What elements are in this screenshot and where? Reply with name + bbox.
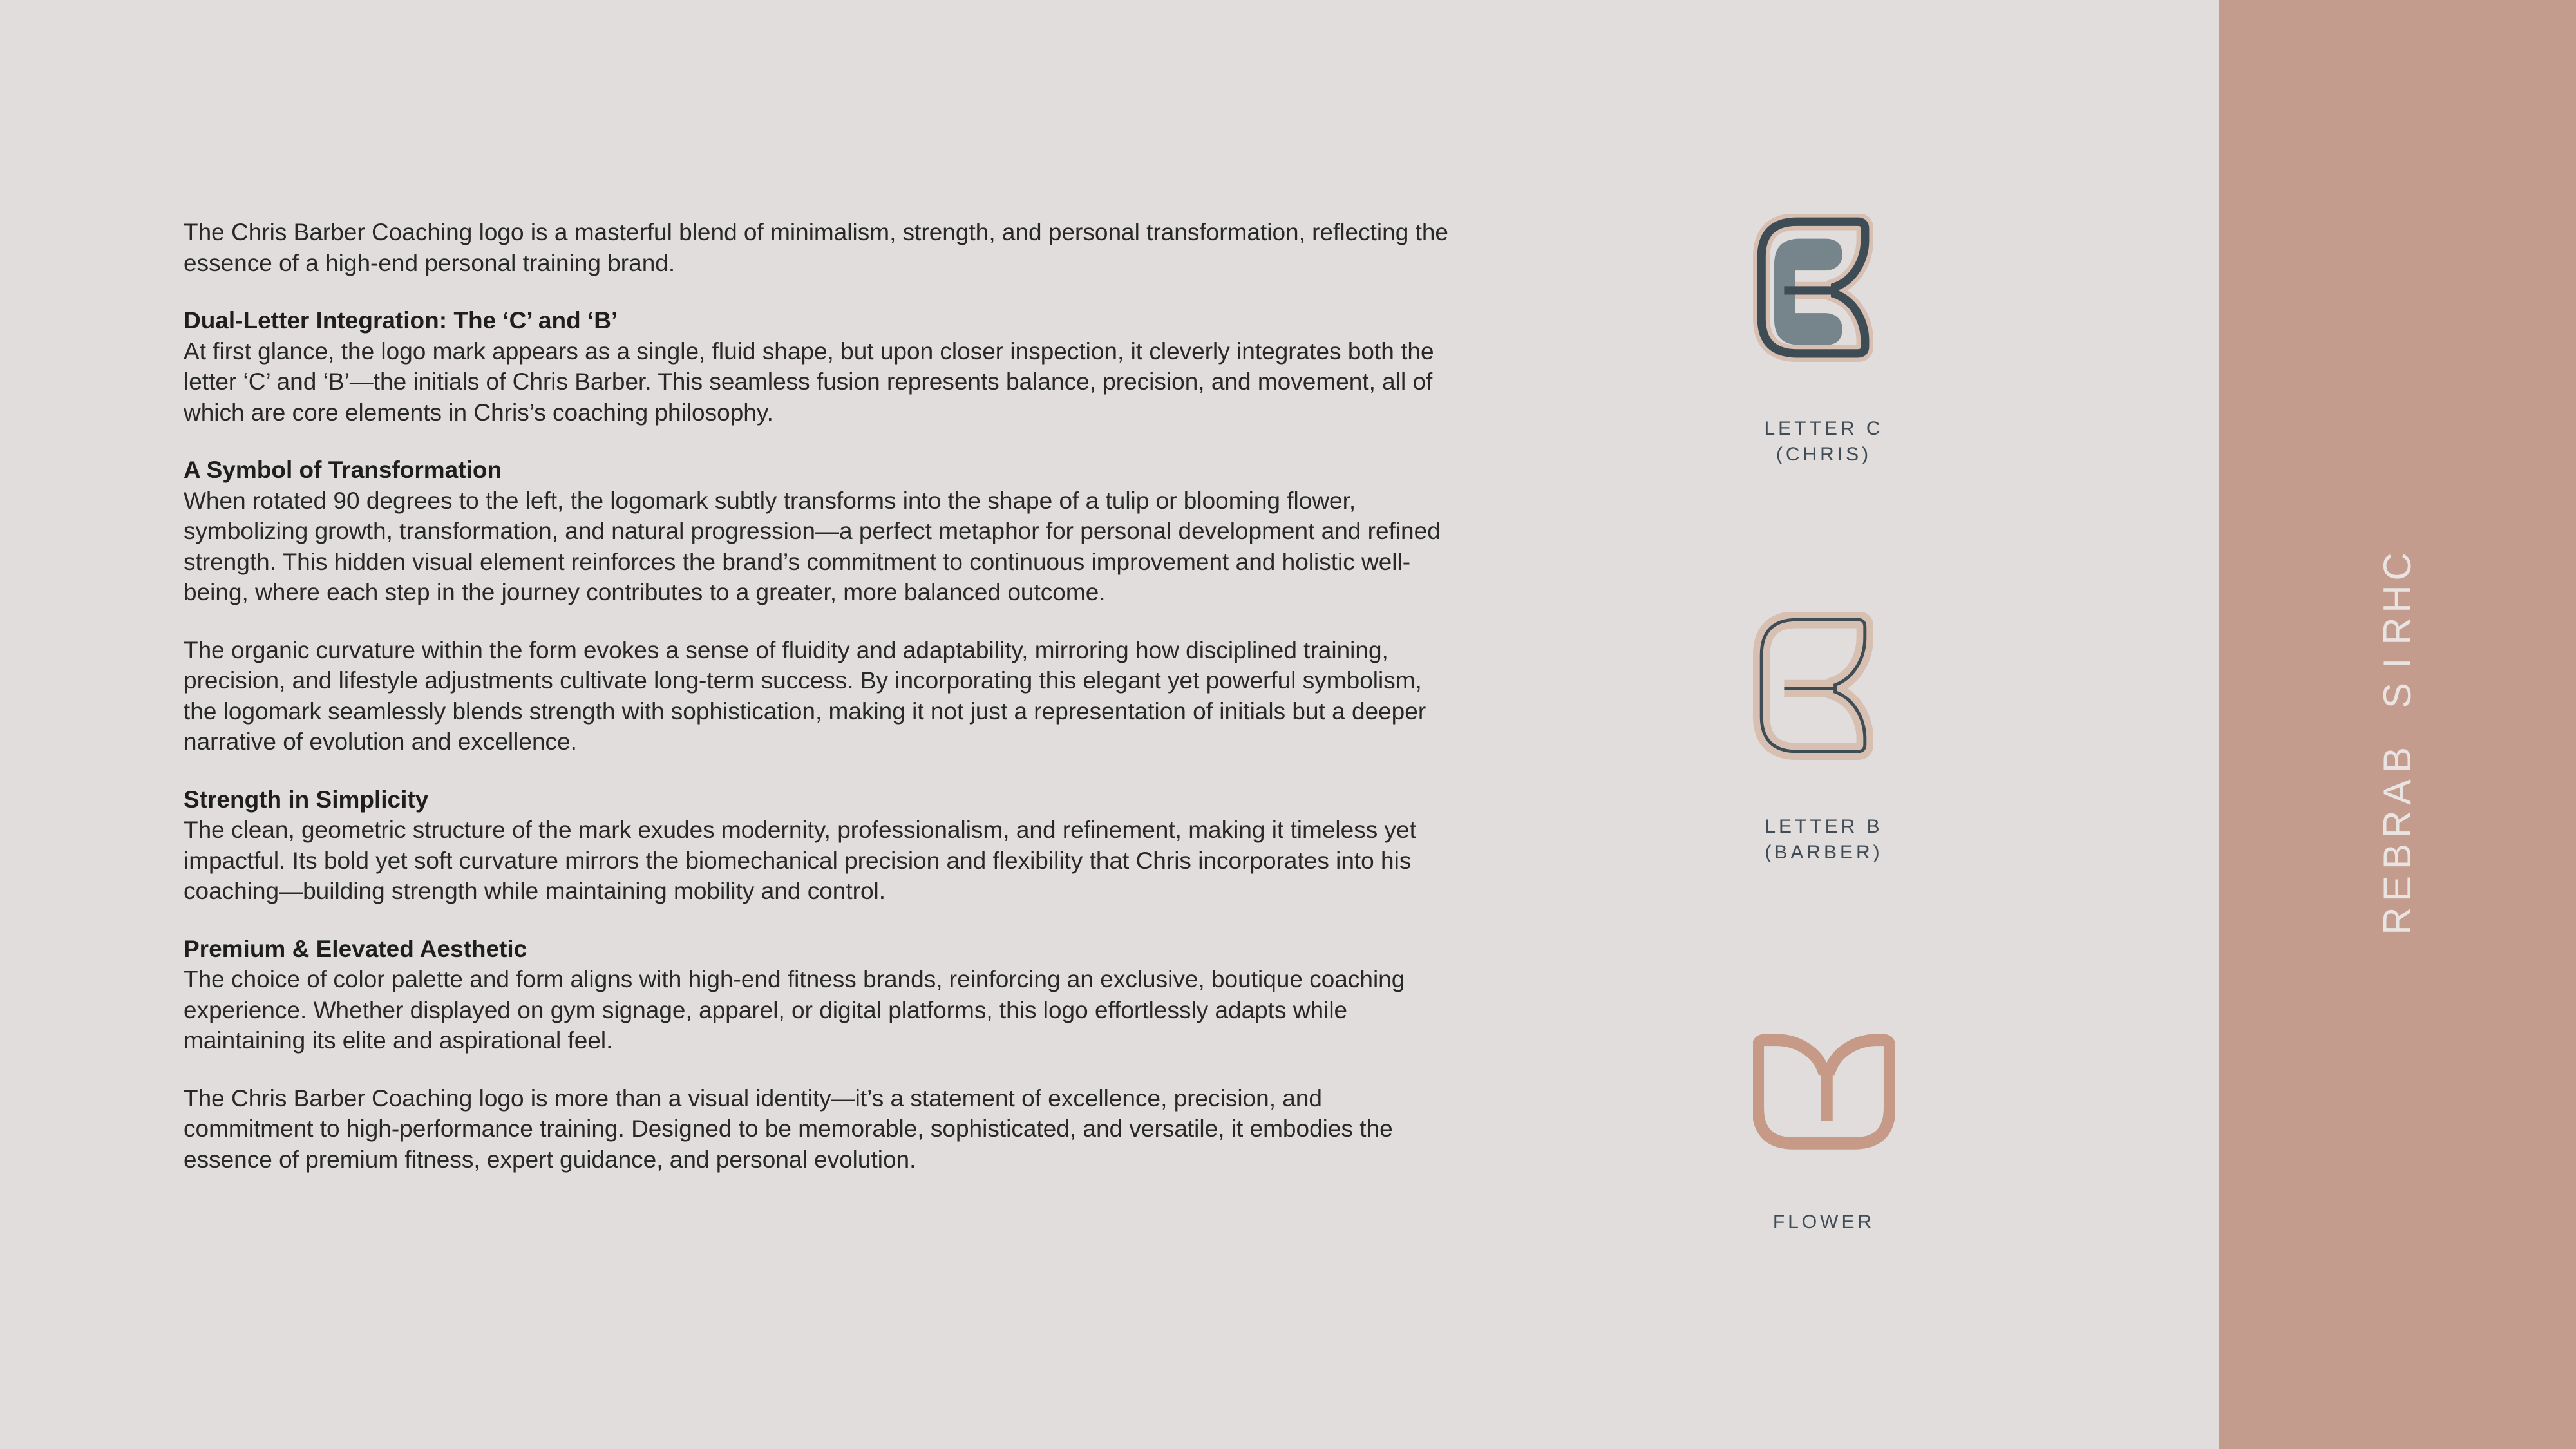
flower-label-line1: FLOWER	[1772, 1211, 1875, 1233]
section-heading: Dual-Letter Integration: The ‘C’ and ‘B’	[184, 307, 618, 334]
letter-c-label-line2: (CHRIS)	[1776, 444, 1872, 465]
sidebar-letter: E	[2376, 875, 2419, 902]
paragraph: The choice of color palette and form aligns with high-end fitness brands, reinforcing an exclusive, boutique coaching experience. Whether displayed on gym signage, apparel, or digital platforms, this logo effortlessly adapts while maintaining its elite and aspirational feel.	[184, 966, 1405, 1054]
paragraph: The Chris Barber Coaching logo is more than a visual identity—it’s a statement of excellence, precision, and commitment to high-performance training. Designed to be memorable, sophisticated, and versatile, it embodies the essence of premium fitness, expert guidance, and personal evolution.	[184, 1084, 1393, 1173]
article	[184, 217, 1455, 1202]
section-heading: A Symbol of Transformation	[184, 457, 502, 483]
sidebar-letter: R	[2376, 810, 2419, 838]
sidebar-letter: C	[2376, 553, 2419, 581]
sidebar-letter: R	[2376, 907, 2419, 935]
letter-c-monogram-icon	[1753, 214, 1895, 367]
sidebar-letter: R	[2376, 617, 2419, 645]
letter-b-label	[1747, 814, 1901, 866]
section-heading: Premium & Elevated Aesthetic	[184, 935, 527, 962]
sidebar-letter: I	[2376, 658, 2419, 669]
letter-b-monogram-icon	[1753, 612, 1895, 765]
section-heading: Strength in Simplicity	[184, 786, 429, 813]
sidebar-letter: B	[2376, 746, 2419, 773]
sidebar-letter: B	[2376, 843, 2419, 870]
flower-label	[1747, 1209, 1901, 1235]
sidebar-letter: H	[2376, 585, 2419, 613]
paragraph: The clean, geometric structure of the mark exudes modernity, professionalism, and refinement, making it timeless yet impactful. Its bold yet soft curvature mirrors the biomechanical precision and flexibility that Chris incorporates into his coaching—building strength while maintaining mobility and control.	[184, 817, 1416, 904]
paragraph: At first glance, the logo mark appears as a single, fluid shape, but upon closer inspection, it cleverly integrates both the letter ‘C’ and ‘B’—the initials of Chris Barber. This seamless fusion represents balance, precision, and movement, all of which are core elements in Chris’s coaching philosophy.	[184, 337, 1434, 426]
logo-card-letter-b	[1747, 612, 1901, 866]
sidebar-letter: A	[2376, 779, 2419, 806]
paragraph: When rotated 90 degrees to the left, the logomark subtly transforms into the shape of a tulip or blooming flower, symbolizing growth, transformation, and natural progression—a perfect metaphor for personal development and refined strength. This hidden visual element reinforces the brand’s commitment to continuous improvement and holistic well-being, where each step in the journey contributes to a greater, more balanced outcome.	[184, 487, 1441, 605]
logo-card-flower	[1747, 1008, 1901, 1235]
logo-card-letter-c	[1747, 214, 1901, 468]
letter-c-label	[1747, 416, 1901, 468]
flower-tulip-icon	[1753, 1008, 1895, 1160]
sidebar-letter: S	[2376, 682, 2419, 709]
paragraph: The Chris Barber Coaching logo is a masterful blend of minimalism, strength, and personal transformation, reflecting the essence of a high-end personal training brand.	[184, 219, 1448, 276]
sidebar-vertical-text	[2369, 551, 2427, 937]
sidebar	[2219, 0, 2576, 1449]
letter-b-label-line1: LETTER B	[1765, 816, 1883, 837]
letter-b-label-line2: (BARBER)	[1765, 842, 1883, 863]
letter-c-label-line1: LETTER C	[1764, 418, 1884, 439]
paragraph: The organic curvature within the form evokes a sense of fluidity and adaptability, mirroring how disciplined training, precision, and lifestyle adjustments cultivate long-term success. By incorporating this elegant yet powerful symbolism, the logomark seamlessly blends strength with sophistication, making it not just a representation of initials but a deeper narrative of evolution and excellence.	[184, 636, 1426, 755]
